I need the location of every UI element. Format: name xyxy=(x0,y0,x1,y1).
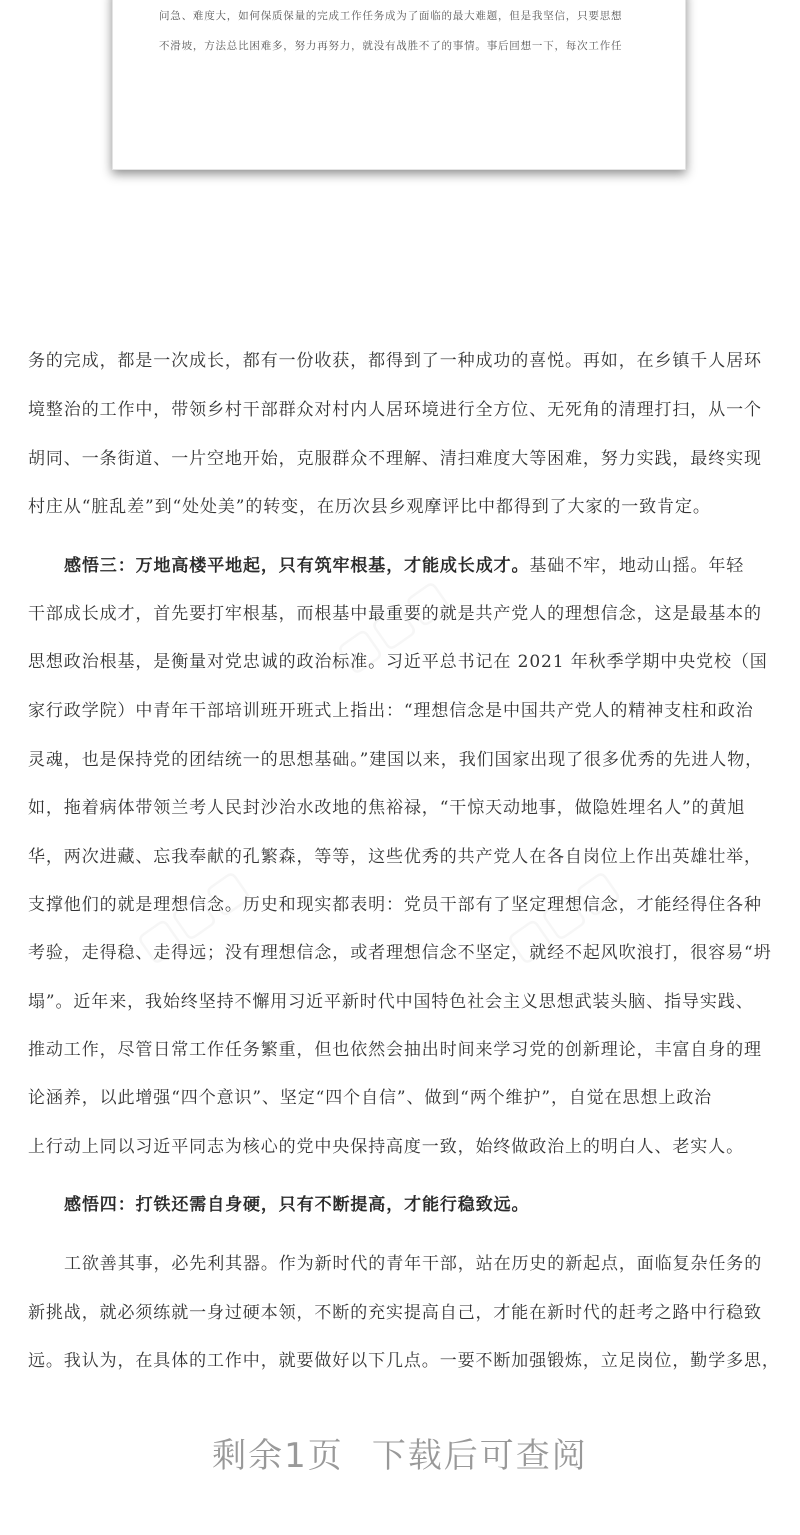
paragraph-line: 灵魂，也是保持党的团结统一的思想基础。”建国以来，我们国家出现了很多优秀的先进人物， xyxy=(28,750,763,770)
watermark-logo: ▢▢▢ xyxy=(126,858,259,973)
paragraph-line xyxy=(64,551,744,576)
paragraph-line: 考验，走得稳、走得远；没有理想信念，或者理想信念不坚定，就经不起风吹浪打，很容易“坍 xyxy=(28,943,772,963)
download-to-view-label[interactable]: 下载后可查阅 xyxy=(371,1436,588,1476)
paragraph-line: 思想政治根基，是衡量对党忠诚的政治标准。习近平总书记在 2021 年秋季学期中央党校（国 xyxy=(28,652,768,672)
page-preview-card xyxy=(112,0,686,170)
paragraph-line: 支撑他们的就是理想信念。历史和现实都表明：党员干部有了坚定理想信念，才能经得住各种 xyxy=(28,895,762,915)
paragraph-line: 论涵养，以此增强“四个意识”、坚定“四个自信”、做到“两个维护”，自觉在思想上政治 xyxy=(28,1088,713,1108)
download-prompt[interactable] xyxy=(0,1428,800,1477)
paragraph-line: 工欲善其事，必先利其器。作为新时代的青年干部，站在历史的新起点，面临复杂任务的 xyxy=(64,1254,763,1274)
paragraph-line: 家行政学院）中青年干部培训班开班式上指出：“理想信念是中国共产党人的精神支柱和政治 xyxy=(28,701,754,721)
preview-line-2: 不滑坡，方法总比困难多，努力再努力，就没有战胜不了的事情。事后回想一下，每次工作任 xyxy=(159,40,623,52)
paragraph-line: 华，两次进藏、忘我奉献的孔繁森，等等，这些优秀的共产党人在各自岗位上作出英雄壮举， xyxy=(28,847,762,867)
paragraph-line: 务的完成，都是一次成长，都有一份收获，都得到了一种成功的喜悦。再如，在乡镇千人居环 xyxy=(28,351,762,371)
paragraph-line: 干部成长成才，首先要打牢根基，而根基中最重要的就是共产党人的理想信念，这是最基本的 xyxy=(28,604,762,624)
paragraph-line: 胡同、一条街道、一片空地开始，克服群众不理解、清扫难度大等困难，努力实践，最终实现 xyxy=(28,449,762,469)
paragraph-line: 新挑战，就必须练就一身过硬本领，不断的充实提高自己，才能在新时代的赶考之路中行稳致 xyxy=(28,1303,762,1323)
watermark-logo: ▢▢▢ xyxy=(326,568,459,683)
section-heading-4: 感悟四：打铁还需自身硬，只有不断提高，才能行稳致远。 xyxy=(64,1195,530,1215)
paragraph-line xyxy=(64,1190,529,1215)
paragraph-line: 境整治的工作中，带领乡村干部群众对村内人居环境进行全方位、无死角的清理打扫，从一个 xyxy=(28,400,762,420)
section-heading-3: 感悟三：万地高楼平地起，只有筑牢根基，才能成长成才。 xyxy=(64,556,530,576)
paragraph-line: 如，拖着病体带领兰考人民封沙治水改地的焦裕禄，“干惊天动地事，做隐姓埋名人”的黄旭 xyxy=(28,798,746,818)
paragraph-line: 村庄从“脏乱差”到“处处美”的转变，在历次县乡观摩评比中都得到了大家的一致肯定。 xyxy=(28,497,711,517)
remaining-pages-label: 剩余1页 xyxy=(212,1436,344,1476)
watermark-logo: ▢▢▢ xyxy=(496,858,629,973)
paragraph-line: 塌”。近年来，我始终坚持不懈用习近平新时代中国特色社会主义思想武装头脑、指导实践、 xyxy=(28,992,754,1012)
paragraph-line: 推动工作，尽管日常工作任务繁重，但也依然会抽出时间来学习党的创新理论，丰富自身的理 xyxy=(28,1040,762,1060)
heading-trailing-text: 基础不牢，地动山摇。年轻 xyxy=(529,556,745,576)
paragraph-line: 远。我认为，在具体的工作中，就要做好以下几点。一要不断加强锻炼，立足岗位，勤学多思， xyxy=(28,1351,780,1371)
paragraph-line: 上行动上同以习近平同志为核心的党中央保持高度一致，始终做政治上的明白人、老实人。 xyxy=(28,1137,744,1157)
preview-line-1: 问急、难度大，如何保质保量的完成工作任务成为了面临的最大难题，但是我坚信，只要思想 xyxy=(159,10,623,22)
